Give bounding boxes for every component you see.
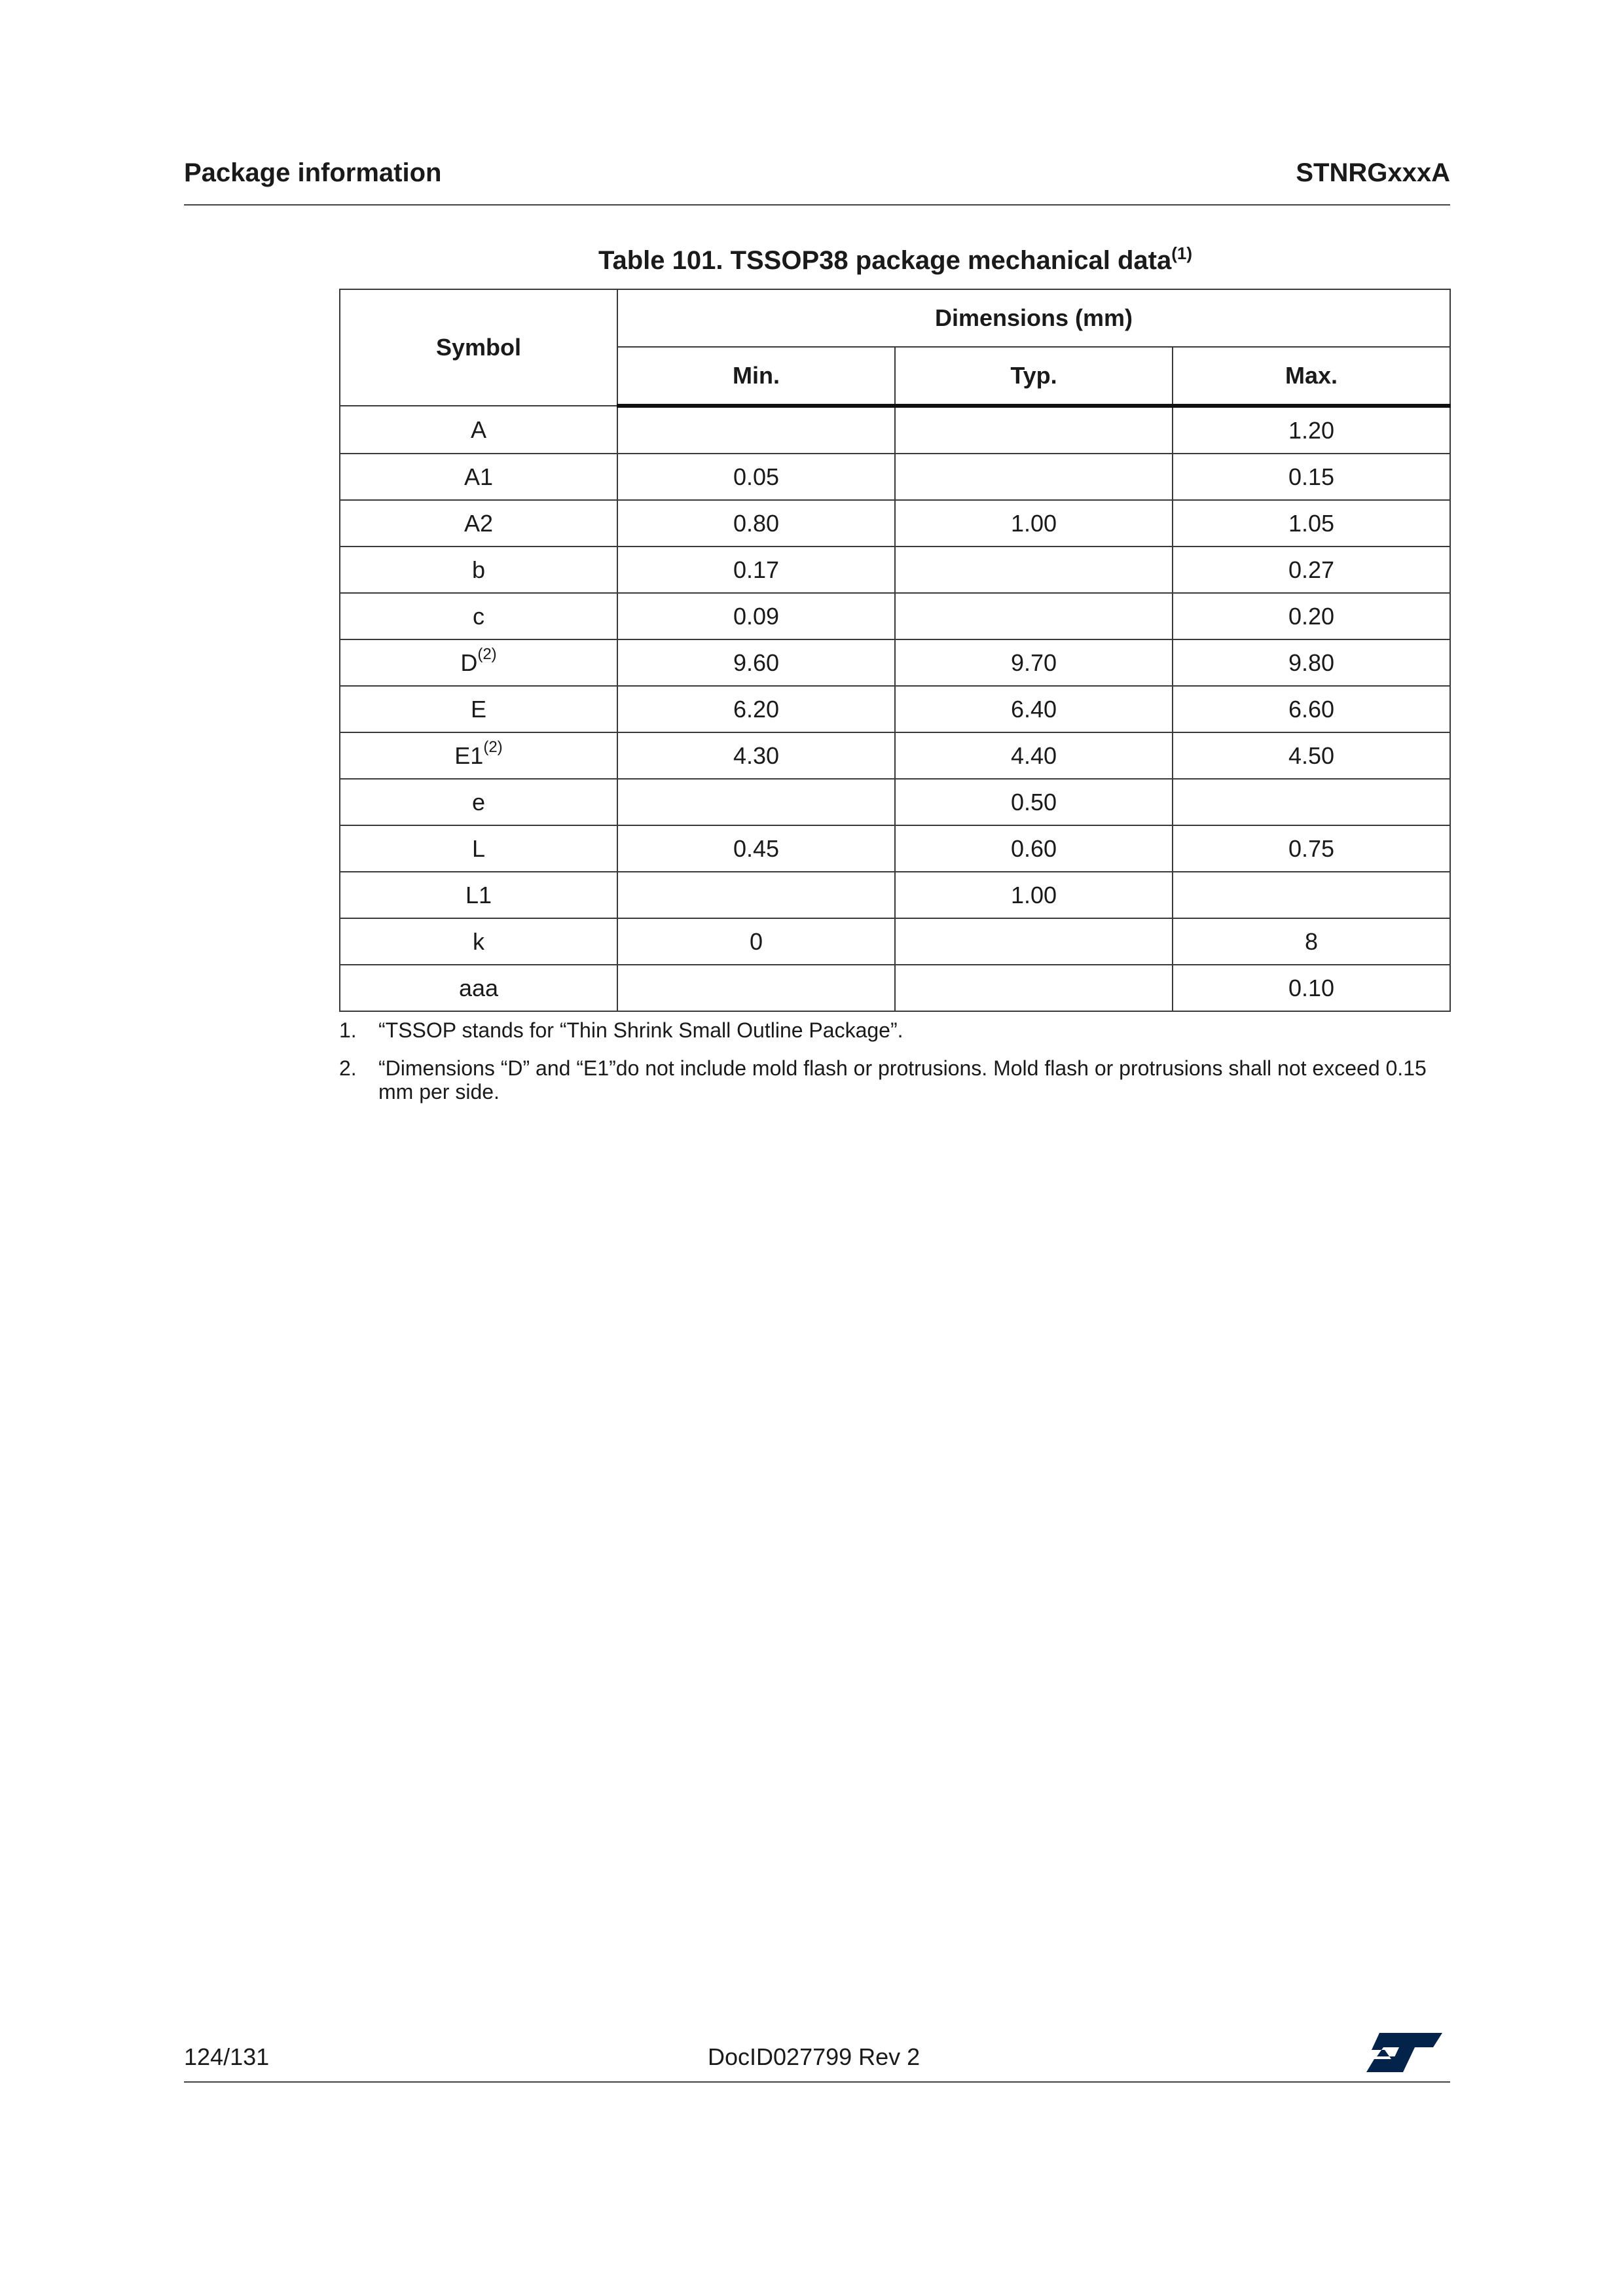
cell-max: 6.60 bbox=[1173, 686, 1450, 732]
footnote-text: “Dimensions “D” and “E1”do not include mold flash or protrusions. Mold flash or protrusions shall not exceed 0.15 mm per side. bbox=[378, 1056, 1427, 1103]
page-footer bbox=[184, 2042, 1450, 2083]
cell-typ: 0.50 bbox=[895, 779, 1173, 825]
footnote-1 bbox=[339, 1018, 1450, 1042]
symbol-text: L1 bbox=[465, 881, 492, 908]
cell-min: 6.20 bbox=[617, 686, 895, 732]
cell-max bbox=[1173, 872, 1450, 918]
cell-min bbox=[617, 779, 895, 825]
cell-typ bbox=[895, 593, 1173, 639]
cell-max: 4.50 bbox=[1173, 732, 1450, 779]
table-row bbox=[340, 547, 1450, 593]
document-id: DocID027799 Rev 2 bbox=[708, 2043, 921, 2070]
symbol-text: A bbox=[470, 416, 486, 443]
footnote-2 bbox=[339, 1056, 1450, 1103]
cell-symbol bbox=[340, 825, 617, 872]
cell-typ bbox=[895, 918, 1173, 965]
cell-typ: 1.00 bbox=[895, 500, 1173, 547]
cell-typ: 9.70 bbox=[895, 639, 1173, 686]
cell-symbol bbox=[340, 406, 617, 454]
cell-max: 0.27 bbox=[1173, 547, 1450, 593]
table-title-footnote-ref: (1) bbox=[1171, 243, 1192, 263]
cell-max: 1.05 bbox=[1173, 500, 1450, 547]
cell-min: 9.60 bbox=[617, 639, 895, 686]
header-max: Max. bbox=[1173, 347, 1450, 406]
cell-symbol bbox=[340, 639, 617, 686]
product-name: STNRGxxxA bbox=[1296, 158, 1450, 187]
symbol-text: k bbox=[473, 927, 484, 955]
cell-max: 0.15 bbox=[1173, 454, 1450, 500]
cell-typ bbox=[895, 406, 1173, 454]
symbol-text: c bbox=[473, 602, 484, 630]
table-body bbox=[340, 406, 1450, 1011]
cell-min: 0.09 bbox=[617, 593, 895, 639]
cell-max bbox=[1173, 779, 1450, 825]
cell-typ bbox=[895, 965, 1173, 1011]
cell-min: 0.17 bbox=[617, 547, 895, 593]
symbol-text: e bbox=[471, 788, 486, 816]
header-typ: Typ. bbox=[895, 347, 1173, 406]
symbol-text: b bbox=[471, 556, 486, 583]
cell-max: 1.20 bbox=[1173, 406, 1450, 454]
symbol-text: L bbox=[471, 834, 486, 862]
cell-typ: 1.00 bbox=[895, 872, 1173, 918]
cell-max: 0.10 bbox=[1173, 965, 1450, 1011]
footnote-text: “TSSOP stands for “Thin Shrink Small Outline Package”. bbox=[378, 1018, 903, 1042]
table-row bbox=[340, 639, 1450, 686]
table-row bbox=[340, 593, 1450, 639]
cell-min bbox=[617, 965, 895, 1011]
footnote-number: 1. bbox=[339, 1018, 357, 1042]
cell-symbol bbox=[340, 454, 617, 500]
cell-min: 0.05 bbox=[617, 454, 895, 500]
table-row bbox=[340, 406, 1450, 454]
symbol-footnote-ref: (2) bbox=[483, 738, 503, 756]
cell-symbol bbox=[340, 593, 617, 639]
cell-typ: 4.40 bbox=[895, 732, 1173, 779]
cell-symbol bbox=[340, 918, 617, 965]
table-row bbox=[340, 872, 1450, 918]
table-row bbox=[340, 918, 1450, 965]
symbol-text: A2 bbox=[464, 509, 494, 537]
cell-typ: 6.40 bbox=[895, 686, 1173, 732]
cell-symbol bbox=[340, 500, 617, 547]
header-min: Min. bbox=[617, 347, 895, 406]
cell-min: 0.45 bbox=[617, 825, 895, 872]
table-title-text: Table 101. TSSOP38 package mechanical data bbox=[598, 246, 1172, 275]
table-row bbox=[340, 686, 1450, 732]
cell-min bbox=[617, 872, 895, 918]
cell-symbol bbox=[340, 872, 617, 918]
st-logo-icon bbox=[1365, 2030, 1444, 2075]
cell-symbol bbox=[340, 686, 617, 732]
cell-max: 0.20 bbox=[1173, 593, 1450, 639]
table-row bbox=[340, 500, 1450, 547]
page-header bbox=[184, 157, 1450, 206]
cell-max: 0.75 bbox=[1173, 825, 1450, 872]
header-dimensions: Dimensions (mm) bbox=[617, 289, 1450, 347]
symbol-text: A1 bbox=[464, 463, 494, 490]
table-row bbox=[340, 825, 1450, 872]
page-number: 124/131 bbox=[184, 2043, 270, 2070]
cell-min bbox=[617, 406, 895, 454]
cell-min: 4.30 bbox=[617, 732, 895, 779]
cell-symbol bbox=[340, 547, 617, 593]
cell-min: 0.80 bbox=[617, 500, 895, 547]
table-row bbox=[340, 732, 1450, 779]
cell-max: 9.80 bbox=[1173, 639, 1450, 686]
footnotes bbox=[339, 1018, 1450, 1118]
cell-typ bbox=[895, 547, 1173, 593]
cell-symbol bbox=[340, 779, 617, 825]
symbol-text: E1 bbox=[454, 742, 484, 769]
symbol-text: D bbox=[460, 649, 478, 676]
table-row bbox=[340, 965, 1450, 1011]
footnote-number: 2. bbox=[339, 1056, 357, 1080]
table-title bbox=[340, 243, 1450, 276]
section-title: Package information bbox=[184, 158, 442, 187]
table-row bbox=[340, 454, 1450, 500]
cell-max: 8 bbox=[1173, 918, 1450, 965]
symbol-text: aaa bbox=[458, 974, 499, 1001]
symbol-text: E bbox=[470, 695, 486, 723]
symbol-footnote-ref: (2) bbox=[477, 645, 497, 663]
table-row bbox=[340, 779, 1450, 825]
cell-min: 0 bbox=[617, 918, 895, 965]
cell-typ: 0.60 bbox=[895, 825, 1173, 872]
cell-symbol bbox=[340, 965, 617, 1011]
cell-typ bbox=[895, 454, 1173, 500]
header-symbol: Symbol bbox=[340, 289, 617, 406]
cell-symbol bbox=[340, 732, 617, 779]
mechanical-data-table bbox=[339, 289, 1451, 1012]
